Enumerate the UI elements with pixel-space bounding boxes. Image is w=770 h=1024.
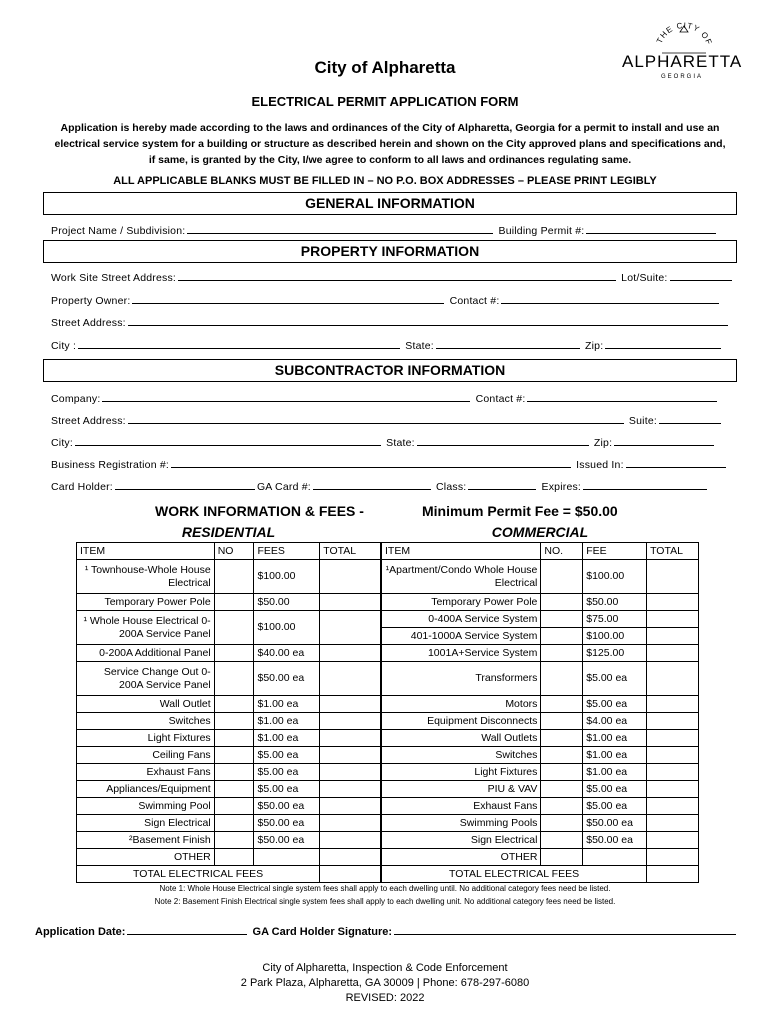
logo-word: ALPHARETTA — [622, 52, 743, 71]
ga-card-label: GA Card #: — [256, 481, 311, 493]
property-state-label: State: — [405, 340, 434, 352]
sub-zip-label: Zip: — [593, 437, 613, 449]
owner-field[interactable] — [132, 294, 444, 304]
commercial-fee-table — [381, 542, 699, 883]
com-item-cell: PIU & VAV — [382, 781, 541, 798]
com-item-cell: Motors — [382, 696, 541, 713]
commercial-title: COMMERCIAL — [491, 524, 589, 540]
logo-arc-icon — [622, 22, 742, 56]
com-no-cell[interactable] — [541, 832, 583, 849]
res-row — [77, 747, 381, 764]
form-title: ELECTRICAL PERMIT APPLICATION FORM — [251, 94, 519, 109]
com-total-cell[interactable] — [647, 611, 699, 628]
signature-row — [35, 925, 738, 938]
com-no-cell[interactable] — [541, 849, 583, 866]
res-total-cell[interactable] — [320, 798, 381, 815]
work-site-field[interactable] — [178, 271, 616, 281]
com-row — [382, 798, 699, 815]
general-info-header: GENERAL INFORMATION — [43, 192, 737, 215]
issued-field[interactable] — [626, 458, 726, 468]
res-fee-cell: $50.00 ea — [254, 815, 320, 832]
ga-card-field[interactable] — [313, 480, 431, 490]
res-fee-cell: $1.00 ea — [254, 696, 320, 713]
residential-title: RESIDENTIAL — [181, 524, 276, 540]
res-item-cell: Temporary Power Pole — [77, 594, 215, 611]
res-no-cell[interactable] — [214, 713, 254, 730]
card-holder-field[interactable] — [115, 480, 255, 490]
project-label: Project Name / Subdivision: — [51, 225, 186, 237]
com-row — [382, 832, 699, 849]
res-no-cell[interactable] — [214, 798, 254, 815]
res-row — [77, 594, 381, 611]
res-row — [77, 764, 381, 781]
res-no-cell[interactable] — [214, 560, 254, 594]
com-item-cell: OTHER — [382, 849, 541, 866]
com-total-cell[interactable] — [647, 747, 699, 764]
building-permit-field[interactable] — [586, 224, 716, 234]
res-no-cell[interactable] — [214, 747, 254, 764]
com-fee-cell: $75.00 — [583, 611, 647, 628]
sub-contact-label: Contact #: — [475, 393, 526, 405]
com-no-cell[interactable] — [541, 798, 583, 815]
res-item-cell: Light Fixtures — [77, 730, 215, 747]
work-site-label: Work Site Street Address: — [51, 272, 177, 284]
com-total-cell[interactable] — [647, 798, 699, 815]
res-no-cell[interactable] — [214, 611, 254, 645]
com-item-cell: 401-1000A Service System — [382, 628, 541, 645]
res-fee-cell: $50.00 ea — [254, 832, 320, 849]
res-row — [77, 849, 381, 866]
com-row — [382, 594, 699, 611]
com-total-cell[interactable] — [647, 713, 699, 730]
res-item-cell: OTHER — [77, 849, 215, 866]
com-item-cell: 1001A+Service System — [382, 645, 541, 662]
com-no-cell[interactable] — [541, 713, 583, 730]
res-total-cell[interactable] — [320, 832, 381, 849]
com-no-cell[interactable] — [541, 594, 583, 611]
com-item-cell: 0-400A Service System — [382, 611, 541, 628]
card-holder-row — [51, 480, 731, 493]
res-total-cell[interactable] — [320, 747, 381, 764]
res-fee-cell: $5.00 ea — [254, 781, 320, 798]
com-total-cell[interactable] — [647, 815, 699, 832]
com-total-header: TOTAL — [647, 543, 699, 560]
logo-top-text: THE CITY OF — [654, 22, 714, 47]
com-no-cell[interactable] — [541, 662, 583, 696]
application-date-label: Application Date: — [35, 926, 126, 938]
res-fee-cell: $50.00 — [254, 594, 320, 611]
signature-label: GA Card Holder Signature: — [252, 926, 393, 938]
company-label: Company: — [51, 393, 101, 405]
res-fee-cell: $50.00 ea — [254, 662, 320, 696]
class-field[interactable] — [468, 480, 536, 490]
res-no-cell[interactable] — [214, 594, 254, 611]
com-item-cell: Wall Outlets — [382, 730, 541, 747]
res-fees-header: FEES — [254, 543, 320, 560]
sub-suite-label: Suite: — [628, 415, 657, 427]
property-zip-label: Zip: — [585, 340, 604, 352]
com-item-cell: Switches — [382, 747, 541, 764]
res-total-cell[interactable] — [320, 645, 381, 662]
res-no-cell[interactable] — [214, 764, 254, 781]
com-fee-cell: $4.00 ea — [583, 713, 647, 730]
intro-paragraph: Application is hereby made according to the laws and ordinances of the City of Alpharetta, Georgia for a permit to install and use an electrical service system for a building or structure as described herein and shown on the City approved plans and specifications and, if same, is granted by the City, I/we agree to conform to all laws and ordinances regulating same. — [54, 122, 726, 166]
res-total-fees-label: TOTAL ELECTRICAL FEES — [77, 866, 320, 883]
res-no-header: NO — [214, 543, 254, 560]
res-row — [77, 815, 381, 832]
res-total-cell[interactable] — [320, 815, 381, 832]
res-item-cell: 0-200A Additional Panel — [77, 645, 215, 662]
expires-label: Expires: — [541, 481, 582, 493]
com-row — [382, 730, 699, 747]
res-row — [77, 713, 381, 730]
com-row — [382, 781, 699, 798]
property-street-row — [51, 316, 731, 329]
com-total-cell[interactable] — [647, 645, 699, 662]
res-fee-cell: $5.00 ea — [254, 764, 320, 781]
com-no-cell[interactable] — [541, 747, 583, 764]
company-field[interactable] — [102, 392, 470, 402]
res-item-header: ITEM — [77, 543, 215, 560]
com-no-cell[interactable] — [541, 628, 583, 645]
res-fee-cell: $50.00 ea — [254, 798, 320, 815]
res-total-cell[interactable] — [320, 662, 381, 696]
com-fee-cell: $100.00 — [583, 628, 647, 645]
sub-suite-field[interactable] — [659, 414, 721, 424]
com-row — [382, 560, 699, 594]
res-row — [77, 696, 381, 713]
res-fee-cell: $1.00 ea — [254, 713, 320, 730]
biz-reg-field[interactable] — [171, 458, 571, 468]
com-item-cell: Light Fixtures — [382, 764, 541, 781]
com-no-cell[interactable] — [541, 815, 583, 832]
res-row — [77, 730, 381, 747]
owner-label: Property Owner: — [51, 295, 131, 307]
building-permit-label: Building Permit #: — [498, 225, 585, 237]
com-row — [382, 713, 699, 730]
res-item-cell: ¹ Townhouse-Whole House Electrical — [77, 560, 215, 594]
contact-label: Contact #: — [449, 295, 500, 307]
com-total-cell[interactable] — [647, 764, 699, 781]
res-row — [77, 832, 381, 849]
owner-row — [51, 294, 731, 307]
sub-state-field[interactable] — [417, 436, 589, 446]
com-no-cell[interactable] — [541, 696, 583, 713]
com-no-header: NO. — [541, 543, 583, 560]
property-state-field[interactable] — [436, 339, 580, 349]
res-no-cell[interactable] — [214, 662, 254, 696]
com-row — [382, 628, 699, 645]
com-row — [382, 849, 699, 866]
lot-label: Lot/Suite: — [621, 272, 668, 284]
com-total-cell[interactable] — [647, 696, 699, 713]
com-item-cell: Transformers — [382, 662, 541, 696]
com-fee-cell — [583, 849, 647, 866]
property-city-label: City : — [51, 340, 77, 352]
res-row — [77, 611, 381, 645]
com-fee-cell: $1.00 ea — [583, 730, 647, 747]
res-total-cell[interactable] — [320, 730, 381, 747]
com-fee-cell: $50.00 — [583, 594, 647, 611]
res-total-cell[interactable] — [320, 594, 381, 611]
expires-field[interactable] — [583, 480, 707, 490]
res-row — [77, 781, 381, 798]
com-item-cell: Sign Electrical — [382, 832, 541, 849]
note-2: Note 2: Basement Finish Electrical single system fees shall apply to each dwelling unit. No additional category fees need be listed. — [154, 897, 616, 906]
res-item-cell: Appliances/Equipment — [77, 781, 215, 798]
city-title: City of Alpharetta — [314, 58, 456, 77]
res-row — [77, 662, 381, 696]
com-total-fees-field[interactable] — [647, 866, 699, 883]
com-total-cell[interactable] — [647, 662, 699, 696]
com-fee-cell: $50.00 ea — [583, 832, 647, 849]
com-total-cell[interactable] — [647, 560, 699, 594]
com-fee-cell: $5.00 ea — [583, 798, 647, 815]
lot-field[interactable] — [670, 271, 732, 281]
res-item-cell: Ceiling Fans — [77, 747, 215, 764]
property-info-header: PROPERTY INFORMATION — [43, 240, 737, 263]
sub-zip-field[interactable] — [614, 436, 714, 446]
com-fee-cell: $5.00 ea — [583, 781, 647, 798]
note-1: Note 1: Whole House Electrical single system fees shall apply to each dwelling until. No additional category fees need be listed. — [159, 884, 611, 893]
res-fee-cell: $40.00 ea — [254, 645, 320, 662]
com-row — [382, 815, 699, 832]
com-no-cell[interactable] — [541, 611, 583, 628]
work-info-heading: WORK INFORMATION & FEES - — [155, 503, 364, 519]
res-total-cell[interactable] — [320, 713, 381, 730]
com-total-fees-label: TOTAL ELECTRICAL FEES — [382, 866, 647, 883]
com-item-cell: Temporary Power Pole — [382, 594, 541, 611]
application-date-field[interactable] — [127, 925, 247, 935]
project-name-field[interactable] — [187, 224, 493, 234]
footer-line-3: REVISED: 2022 — [345, 992, 425, 1004]
sub-street-row — [51, 414, 731, 427]
company-row — [51, 392, 731, 405]
res-total-cell[interactable] — [320, 781, 381, 798]
card-holder-label: Card Holder: — [51, 481, 113, 493]
com-fees-header: FEE — [583, 543, 647, 560]
com-item-header: ITEM — [382, 543, 541, 560]
res-no-cell[interactable] — [214, 730, 254, 747]
res-no-cell[interactable] — [214, 815, 254, 832]
property-zip-field[interactable] — [605, 339, 721, 349]
sub-street-field[interactable] — [128, 414, 624, 424]
com-total-cell[interactable] — [647, 730, 699, 747]
footer-line-2: 2 Park Plaza, Alpharetta, GA 30009 | Phone: 678-297-6080 — [240, 977, 530, 989]
res-row — [77, 560, 381, 594]
com-fee-cell: $1.00 ea — [583, 747, 647, 764]
biz-reg-row — [51, 458, 731, 471]
com-no-cell[interactable] — [541, 730, 583, 747]
property-street-field[interactable] — [128, 316, 728, 326]
biz-reg-label: Business Registration #: — [51, 459, 170, 471]
com-row — [382, 764, 699, 781]
subcontractor-info-header: SUBCONTRACTOR INFORMATION — [43, 359, 737, 382]
residential-header-row — [77, 543, 381, 560]
com-total-cell[interactable] — [647, 849, 699, 866]
com-item-cell: ¹Apartment/Condo Whole House Electrical — [382, 560, 541, 594]
com-total-cell[interactable] — [647, 832, 699, 849]
res-total-cell[interactable] — [320, 849, 381, 866]
res-no-cell[interactable] — [214, 696, 254, 713]
com-total-cell[interactable] — [647, 781, 699, 798]
res-total-cell[interactable] — [320, 696, 381, 713]
res-row — [77, 798, 381, 815]
res-no-cell[interactable] — [214, 781, 254, 798]
res-total-cell[interactable] — [320, 560, 381, 594]
res-no-cell[interactable] — [214, 645, 254, 662]
com-no-cell[interactable] — [541, 781, 583, 798]
res-item-cell: Exhaust Fans — [77, 764, 215, 781]
res-item-cell: Sign Electrical — [77, 815, 215, 832]
com-fee-cell: $50.00 ea — [583, 815, 647, 832]
res-fee-cell: $100.00 — [254, 611, 320, 645]
res-total-cell[interactable] — [320, 611, 381, 645]
commercial-header-row — [382, 543, 699, 560]
com-fee-cell: $125.00 — [583, 645, 647, 662]
blanks-note: ALL APPLICABLE BLANKS MUST BE FILLED IN – NO P.O. BOX ADDRESSES – PLEASE PRINT LEGIBLY — [113, 175, 657, 187]
property-street-label: Street Address: — [51, 317, 126, 329]
project-row — [51, 224, 731, 237]
issued-label: Issued In: — [576, 459, 624, 471]
sub-city-field[interactable] — [75, 436, 381, 446]
property-city-field[interactable] — [78, 339, 400, 349]
logo-state: GEORGIA — [660, 74, 703, 80]
res-total-cell[interactable] — [320, 764, 381, 781]
com-no-cell[interactable] — [541, 560, 583, 594]
work-site-row — [51, 271, 731, 284]
res-row — [77, 645, 381, 662]
res-fee-cell: $100.00 — [254, 560, 320, 594]
res-total-fees-field[interactable] — [320, 866, 381, 883]
com-no-cell[interactable] — [541, 764, 583, 781]
com-total-cell[interactable] — [647, 594, 699, 611]
com-item-cell: Exhaust Fans — [382, 798, 541, 815]
com-row — [382, 747, 699, 764]
com-no-cell[interactable] — [541, 645, 583, 662]
res-item-cell: Switches — [77, 713, 215, 730]
res-item-cell: Wall Outlet — [77, 696, 215, 713]
com-fee-cell: $1.00 ea — [583, 764, 647, 781]
com-fee-cell: $100.00 — [583, 560, 647, 594]
property-city-row — [51, 339, 731, 352]
res-item-cell: ²Basement Finish — [77, 832, 215, 849]
sub-city-label: City: — [51, 437, 73, 449]
res-item-cell: ¹ Whole House Electrical 0-200A Service Panel — [77, 611, 215, 645]
res-fee-cell: $1.00 ea — [254, 730, 320, 747]
com-total-cell[interactable] — [647, 628, 699, 645]
sub-street-label: Street Address: — [51, 415, 126, 427]
res-no-cell[interactable] — [214, 849, 254, 866]
owner-contact-field[interactable] — [501, 294, 719, 304]
res-fee-cell — [254, 849, 320, 866]
com-row — [382, 696, 699, 713]
com-fee-cell: $5.00 ea — [583, 696, 647, 713]
sub-state-label: State: — [386, 437, 415, 449]
res-no-cell[interactable] — [214, 832, 254, 849]
sub-city-row — [51, 436, 731, 449]
res-item-cell: Service Change Out 0-200A Service Panel — [77, 662, 215, 696]
com-item-cell: Swimming Pools — [382, 815, 541, 832]
com-item-cell: Equipment Disconnects — [382, 713, 541, 730]
res-total-header: TOTAL — [320, 543, 381, 560]
residential-fee-table — [76, 542, 381, 883]
com-fee-cell: $5.00 ea — [583, 662, 647, 696]
res-grand-total-row — [77, 866, 381, 883]
com-row — [382, 645, 699, 662]
sub-contact-field[interactable] — [527, 392, 717, 402]
signature-field[interactable] — [394, 925, 736, 935]
min-permit-fee: Minimum Permit Fee = $50.00 — [422, 503, 618, 519]
res-item-cell: Swimming Pool — [77, 798, 215, 815]
com-grand-total-row — [382, 866, 699, 883]
footer-line-1: City of Alpharetta, Inspection & Code Enforcement — [262, 962, 508, 974]
class-label: Class: — [436, 481, 467, 493]
com-row — [382, 662, 699, 696]
com-row — [382, 611, 699, 628]
res-fee-cell: $5.00 ea — [254, 747, 320, 764]
